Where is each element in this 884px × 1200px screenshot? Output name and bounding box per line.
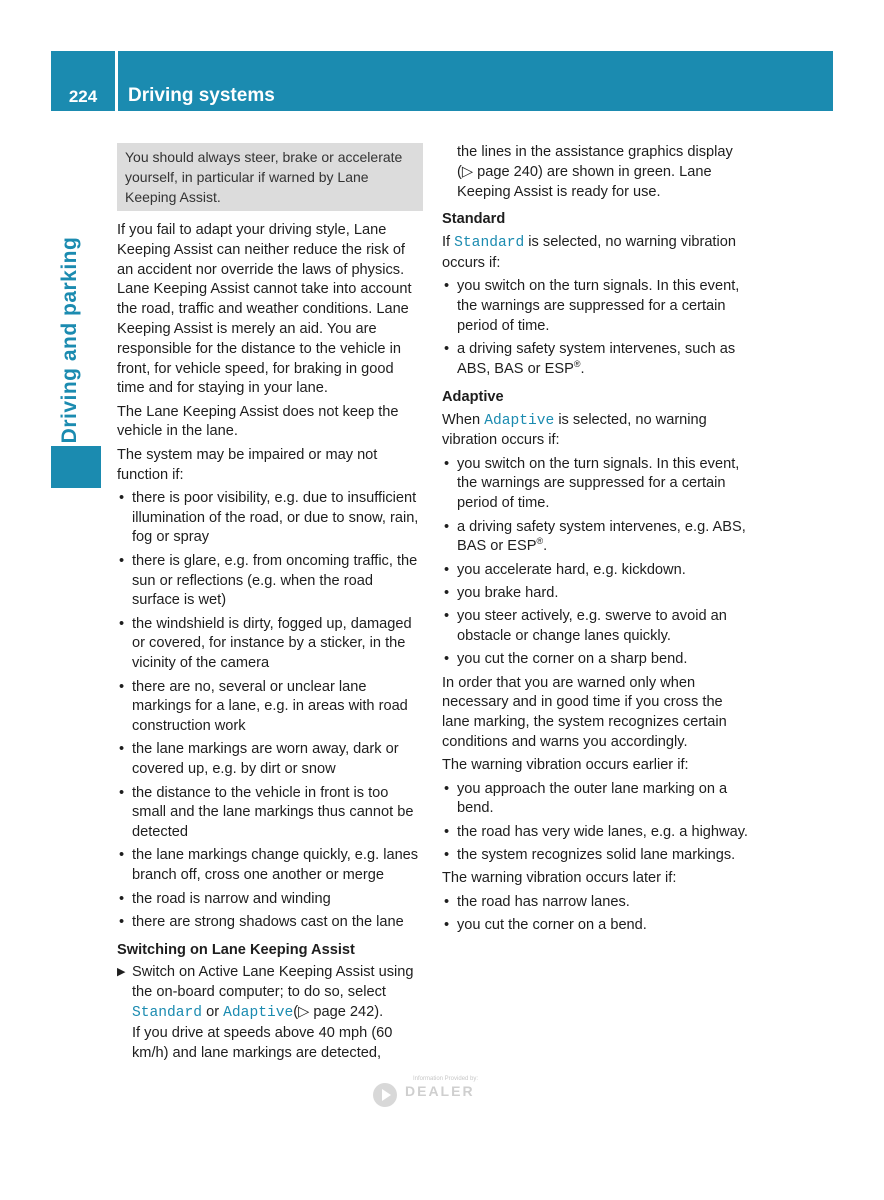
list-item: • you switch on the turn signals. In this event, the warnings are suppressed for a certain period of time. [444, 278, 740, 334]
paragraph-recognition: In order that you are warned only when necessary and in good time if you cross the lane marking, the system recognizes certain conditions and warns you accordingly. [442, 674, 727, 751]
list-item: • you accelerate hard, e.g. kickdown. [442, 561, 750, 581]
step-arrow-icon: ▶ [117, 966, 126, 979]
bullet-icon: • [119, 784, 125, 801]
registered-mark: ® [536, 536, 544, 547]
bullet-icon: • [444, 847, 450, 863]
dealer-watermark [373, 1074, 503, 1108]
paragraph-keep-lane: The Lane Keeping Assist does not keep the vehicle in the lane. [117, 403, 399, 440]
bullet-icon: • [119, 678, 125, 695]
list-item: • a driving safety system intervenes, such as ABS, BAS or ESP®. [444, 341, 736, 377]
list-item: • a driving safety system intervenes, e.g. ABS, BAS or ESP®. [444, 518, 746, 555]
bullet-icon: • [444, 916, 450, 933]
bullet-icon: • [119, 847, 125, 864]
side-tab-block [51, 446, 101, 488]
standard-list [442, 277, 750, 379]
page-reference: (▷ page 242). [293, 1003, 384, 1020]
list-item: • you cut the corner on a bend. [442, 916, 750, 936]
list-item: • the windshield is dirty, fogged up, damaged or covered, for instance by a sticker, in the vicinity of the camera [119, 615, 412, 672]
bullet-icon: • [444, 780, 450, 797]
impairment-list [117, 489, 423, 933]
heading-standard: Standard [442, 211, 506, 228]
later-list [442, 893, 750, 936]
earlier-list [442, 780, 750, 866]
section-title: Driving systems [128, 85, 275, 106]
play-icon [373, 1083, 397, 1107]
paragraph-adaptive: When Adaptive is selected, no warning vibration occurs if: [442, 411, 707, 449]
list-item: • there is poor visibility, e.g. due to insufficient illumination of the road, or due to snow, rain, fog or spray [119, 489, 419, 546]
paragraph-standard: If Standard is selected, no warning vibration occurs if: [442, 234, 736, 271]
list-item: • there is glare, e.g. from oncoming traffic, the sun or reflections (e.g. when the road surface is wet) [119, 552, 418, 609]
bullet-icon: • [119, 913, 125, 930]
left-column [117, 143, 423, 1063]
list-item: • the system recognizes solid lane markings. [442, 846, 750, 866]
bullet-icon: • [119, 615, 125, 632]
watermark-logo-text: DEALER [405, 1083, 475, 1099]
option-adaptive: Adaptive [223, 1004, 294, 1021]
list-item: • the lane markings change quickly, e.g. lanes branch off, cross one another or merge [119, 847, 419, 884]
paragraph-continued: the lines in the assistance graphics display (▷ page 240) are shown in green. Lane Keeping Assist is ready for use. [457, 144, 733, 200]
bullet-icon: • [444, 561, 450, 578]
bullet-icon: • [444, 651, 450, 668]
right-column [442, 143, 750, 939]
header-separator [115, 51, 118, 111]
list-item: • the road has narrow lanes. [442, 893, 750, 913]
bullet-icon: • [444, 278, 450, 295]
warning-box: You should always steer, brake or accelerate yourself, in particular if warned by Lane Keeping Assist. [117, 143, 423, 211]
option-standard: Standard [132, 1004, 203, 1021]
list-item: • you switch on the turn signals. In this event, the warnings are suppressed for a certain period of time. [444, 455, 740, 512]
list-item: • there are strong shadows cast on the lane [117, 913, 423, 933]
heading-switching-on: Switching on Lane Keeping Assist [117, 941, 355, 958]
list-item: • you approach the outer lane marking on a bend. [444, 780, 728, 817]
side-tab-label: Driving and parking [58, 236, 81, 444]
option-standard: Standard [454, 235, 525, 252]
paragraph-driving-style: If you fail to adapt your driving style, Lane Keeping Assist can neither reduce the risk of an accident nor override the laws of physics. Lane Keeping Assist cannot take into account the road, traffic and weather conditions. Lane Keeping Assist is merely an aid. You are responsible for the distance to the vehicle in front, for vehicle speed, for braking in good time and for staying in your lane. [117, 222, 412, 397]
watermark-caption: Information Provided by: [413, 1076, 479, 1082]
bullet-icon: • [119, 489, 125, 506]
bullet-icon: • [119, 890, 125, 907]
paragraph-impaired: The system may be impaired or may not function if: [117, 446, 378, 483]
bullet-icon: • [444, 455, 450, 472]
option-adaptive: Adaptive [484, 412, 555, 429]
list-item: • you cut the corner on a sharp bend. [442, 650, 750, 670]
registered-mark: ® [573, 359, 581, 370]
list-item: • the distance to the vehicle in front is too small and the lane markings thus cannot be detected [119, 784, 414, 841]
list-item: • the road is narrow and winding [117, 890, 423, 910]
list-item: • there are no, several or unclear lane markings for a lane, e.g. in areas with road construction work [119, 678, 408, 735]
bullet-icon: • [119, 741, 125, 758]
list-item: • the road has very wide lanes, e.g. a highway. [442, 823, 750, 843]
step-switch-on: ▶ Switch on Active Lane Keeping Assist using the on-board computer; to do so, select Standard or Adaptive(▷ page 242). If you drive at speeds above 40 mph (60 km/h) and lane markings are detected, [117, 964, 414, 1061]
paragraph-later: The warning vibration occurs later if: [442, 870, 677, 887]
page-number: 224 [68, 87, 98, 106]
list-item: • the lane markings are worn away, dark or covered up, e.g. by dirt or snow [119, 741, 399, 778]
bullet-icon: • [444, 584, 450, 601]
bullet-icon: • [444, 518, 450, 535]
bullet-icon: • [444, 608, 450, 625]
paragraph-earlier: The warning vibration occurs earlier if: [442, 757, 689, 774]
bullet-icon: • [444, 823, 450, 840]
adaptive-list [442, 455, 750, 670]
heading-adaptive: Adaptive [442, 388, 504, 405]
list-item: • you brake hard. [442, 584, 750, 604]
bullet-icon: • [444, 893, 450, 910]
list-item: • you steer actively, e.g. swerve to avoid an obstacle or change lanes quickly. [444, 608, 727, 645]
bullet-icon: • [444, 341, 450, 358]
bullet-icon: • [119, 552, 125, 569]
